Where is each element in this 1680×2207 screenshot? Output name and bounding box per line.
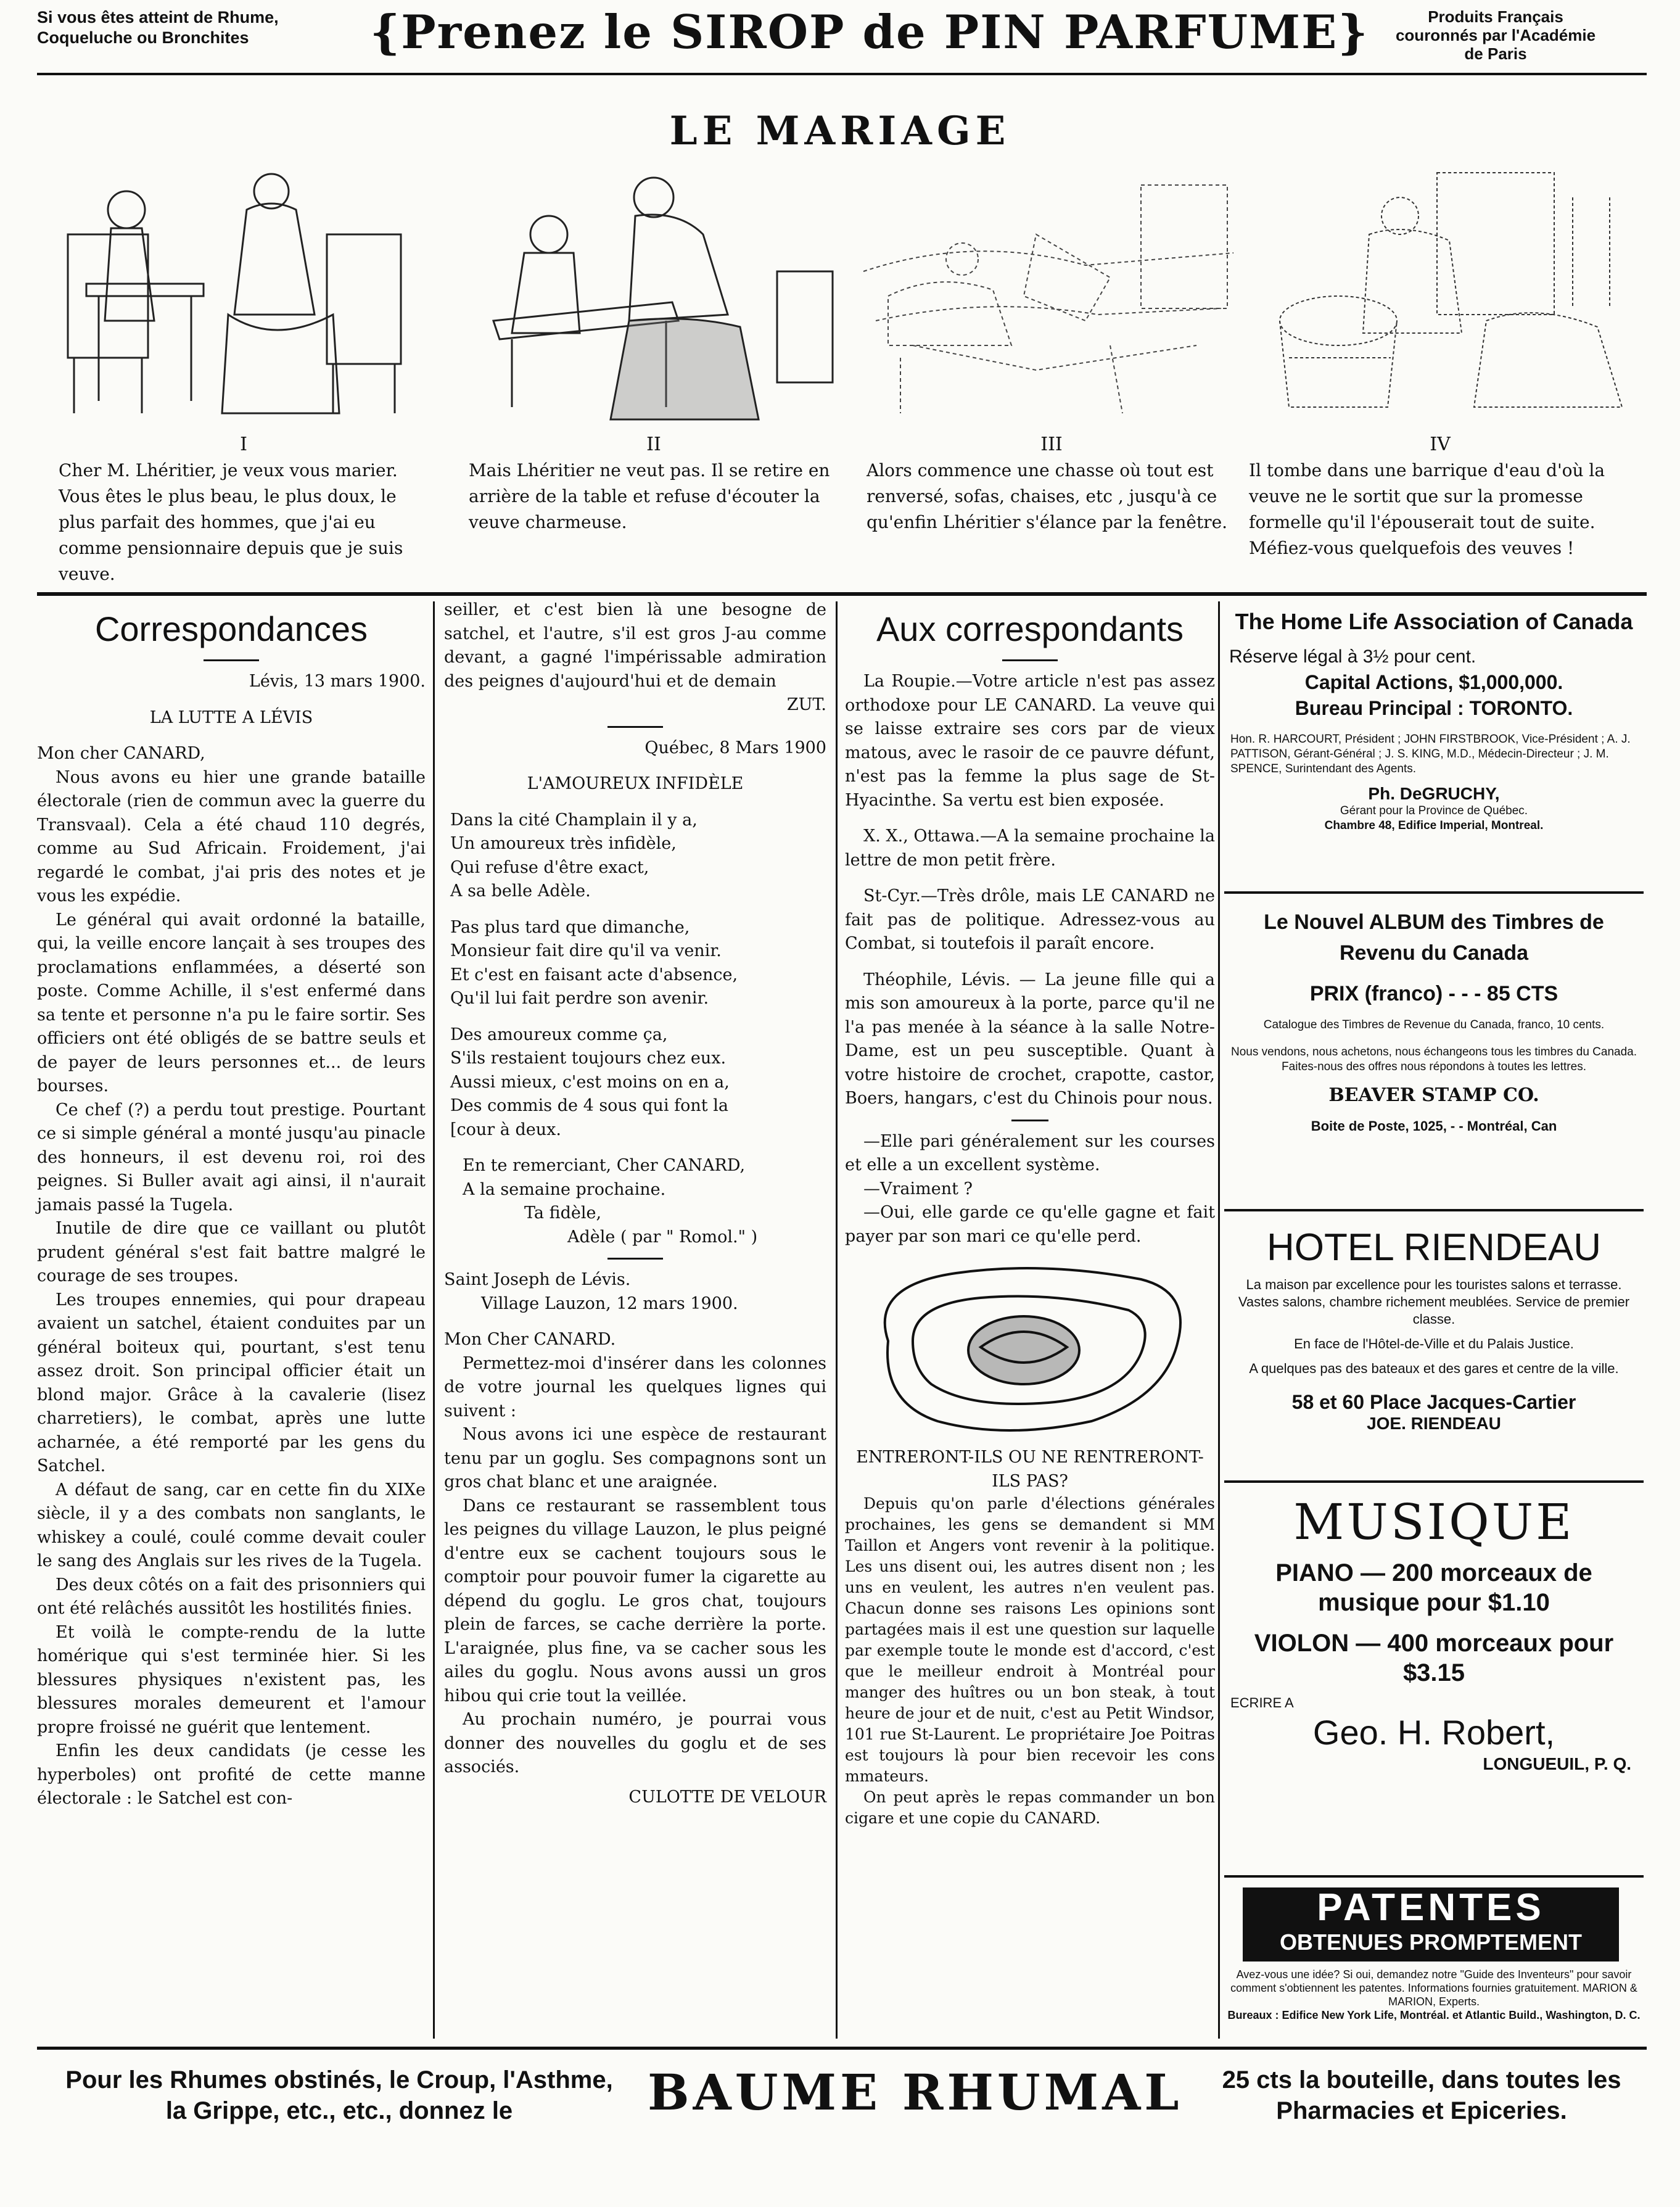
col2-continuation: seiller, et c'est bien là une besogne de satchel, et l'autre, s'il est gros J-au comme devant, a gagné l'impérissable admiration des peignes d'aujourd'hui et de demain — [444, 600, 826, 691]
col3-ornament — [1011, 1120, 1048, 1121]
col3-reply: X. X., Ottawa.—A la semaine prochaine la lettre de mon petit frère. — [845, 827, 1215, 870]
ad-hotel-owner: JOE. RIENDEAU — [1367, 1414, 1501, 1433]
comic-caption-2 — [469, 432, 839, 535]
footer-ad — [0, 2057, 1680, 2137]
footer-right-line2: Pharmacies et Epiceries. — [1276, 2097, 1567, 2124]
caption-number-3: III — [1040, 434, 1063, 455]
ad-music-violin: VIOLON — 400 morceaux pour $3.15 — [1254, 1630, 1614, 1686]
col1-paragraph: Enfin les deux candidats (je cesse les hyperboles) ont profité de cette manne électorale : le Satchel est con- — [37, 1741, 426, 1808]
ad-hotel-desc: La maison par excellence pour les touristes salons et terrasse. Vastes salons, chambre richement meublées. Service de premier classe. — [1238, 1277, 1630, 1327]
header-left-ad — [37, 7, 382, 48]
poem — [444, 809, 826, 1142]
col3-reply: Théophile, Lévis. — La jeune fille qui a mis son amoureux à la porte, parce qu'il ne l'a pas menée à la séance à la salle Notre-Dame, est un peu susceptible. Quant à votre histoire de crochet, crapotte, castor, Boers, hangars, c'est du Chinois pour nous. — [845, 970, 1215, 1108]
comic-panel-3 — [851, 160, 1246, 426]
col1-paragraph: Nous avons eu hier une grande bataille électorale (rien de commun avec la guerre du Transvaal). Cela a été chaud 110 degrés, comme au Sud Africain. Froidement, j'ai regardé le combat, j'ai pris des notes et je vous les expédie. — [37, 767, 426, 905]
col2-place-2: Village Lauzon, 12 mars 1900. — [481, 1293, 738, 1313]
col3-heading: Aux correspondants — [876, 609, 1184, 648]
caption-number-2: II — [646, 434, 661, 455]
poem-line: S'ils restaient toujours chez eux. — [450, 1049, 727, 1068]
footer-rule — [37, 2047, 1647, 2050]
col2-closing-1: En te remerciant, Cher CANARD, — [463, 1156, 746, 1175]
ad-home-life-line: Capital Actions, $1,000,000. — [1304, 671, 1563, 693]
col2-gap — [444, 1316, 826, 1328]
col2-date: Québec, 8 Mars 1900 — [644, 738, 826, 757]
col3-dialogue: —Oui, elle garde ce qu'elle gagne et fait payer par son mari ce qu'elle perd. — [845, 1203, 1215, 1246]
oyster-text: Depuis qu'on parle d'élections générales prochaines, les gens se demandent si MM Taillon et Angers vont revenir à la politique. Les uns disent oui, les autres disent non ; les uns en veulent, les autres n'en veulent pas. Chacun donne ses raisons Les opinions sont partagées mais il est une question sur laquelle par exemple toute le monde est d'accord, c'est que le meilleur endroit à Montréal pour manger des huîtres ou un bon steak, à tout heure de jour et de nuit, c'est au Petit Windsor, 101 rue St-Laurent. Le propriétaire Joe Poitras est toujours là pour bien recevoir les cons mmateurs. — [845, 1495, 1215, 1785]
header-left-line1: Si vous êtes atteint de Rhume, — [37, 8, 279, 27]
col1-paragraph: Et voilà le compte-rendu de la lutte homérique qui s'est terminée hier. Si les blessures physiques n'existent pas, les blessures morales demeurent et l'amour propre froissé ne guérit que lentement. — [37, 1622, 426, 1737]
comic-illustration-3 — [851, 160, 1246, 426]
comic-title: LE MARIAGE — [669, 108, 1011, 154]
col3-reply: La Roupie.—Votre article n'est pas assez orthodoxe pour LE CANARD. La veuve qui se laisse extraire ses cors par de vieux matous, avec le rasoir de ce pauvre défunt, n'est pas la femme la plus sage de St-Hyacinthe. Sa vertu est bien exposée. — [845, 672, 1215, 810]
ad-music-name: Geo. H. Robert, — [1312, 1713, 1555, 1752]
poem-line: Qui refuse d'être exact, — [450, 857, 649, 877]
comic-panel-1 — [49, 160, 444, 426]
ad-separator — [1224, 1480, 1644, 1483]
caption-number-4: IV — [1430, 434, 1451, 455]
caption-text-1: Cher M. Lhéritier, je veux vous marier. Vous êtes le plus beau, le plus doux, le plus parfait des hommes, que j'ai eu comme pensionnaire depuis que je suis veuve. — [59, 460, 403, 584]
poem-line: Monsieur fait dire qu'il va venir. — [450, 941, 722, 960]
header-right-line2: couronnés par l'Académie — [1395, 26, 1596, 44]
col3-short-rule — [1002, 659, 1058, 661]
col1-paragraph: Ce chef (?) a perdu tout prestige. Pourtant ce si simple général a monté jusqu'au pinacle des honneurs, il est devenu roi, roi des peignes. Si Buller avait agi ainsi, il n'aurait jamais passé la Tugela. — [37, 1100, 426, 1215]
comic-caption-3 — [867, 432, 1237, 535]
ad-album-title: Le Nouvel ALBUM des Timbres de — [1264, 910, 1604, 934]
oyster-illustration — [845, 1248, 1215, 1446]
ad-home-life-title: The Home Life Association of Canada — [1235, 609, 1633, 634]
header-main-ad: {Prenez le SIROP de PIN PARFUME} — [370, 5, 1369, 59]
col1-paragraph: Les troupes ennemies, qui pour drapeau avaient un satchel, étaient conduites par un général boiteux qui, pourtant, s'est tenu assez droit. Son principal officier était un blond major. Grâce à la cavalerie (lisez charretiers), le combat, après une lutte acharnée, a été remporté par les gens du Satchel. — [37, 1290, 426, 1475]
oyster-heading: ENTRERONT-ILS OU NE RENTRERONT-ILS PAS? — [856, 1448, 1204, 1491]
ad-hotel-location: En face de l'Hôtel-de-Ville et du Palais Justice. — [1294, 1336, 1574, 1351]
ad-music-title: MUSIQUE — [1293, 1493, 1575, 1551]
ad-hotel-name: HOTEL RIENDEAU — [1266, 1226, 1601, 1269]
column-correspondances — [37, 608, 426, 1811]
poem-line: Un amoureux très infidèle, — [450, 834, 677, 853]
col1-paragraph: Inutile de dire que ce vaillant ou plutôt prudent général s'est fait battre malgré le courage de ses troupes. — [37, 1219, 426, 1285]
oyster-text-2: On peut après le repas commander un bon cigare et une copie du CANARD. — [845, 1788, 1215, 1827]
section-rule — [37, 592, 1647, 596]
caption-number-1: I — [240, 434, 247, 455]
ad-album-offer: Nous vendons, nous achetons, nous échangeons tous les timbres du Canada. Faites-nous des offres nous répondons à toutes les lettres. — [1230, 1046, 1637, 1073]
column-rule-3 — [1218, 601, 1220, 2039]
poem-line: Aussi mieux, c'est moins on en a, — [450, 1072, 730, 1092]
ad-home-life-manager: Ph. DeGRUCHY, — [1368, 784, 1500, 803]
ad-album-title-2: Revenu du Canada — [1339, 941, 1529, 965]
col1-heading: Correspondances — [94, 609, 368, 648]
col1-salutation: Mon cher CANARD, — [37, 744, 205, 763]
header-right-line3: de Paris — [1464, 44, 1527, 63]
ad-separator — [1224, 1875, 1644, 1878]
poem-line: Et c'est en faisant acte d'absence, — [450, 965, 738, 984]
poem-line: [cour à deux. — [450, 1120, 561, 1139]
column-rule-2 — [836, 601, 838, 2039]
col2-short-rule — [607, 726, 663, 728]
footer-right — [1196, 2065, 1647, 2126]
ad-album-company: BEAVER STAMP CO. — [1328, 1084, 1539, 1106]
col1-subhead: LA LUTTE A LÉVIS — [149, 707, 313, 727]
ad-album-address: Boite de Poste, 1025, - - Montréal, Can — [1311, 1118, 1557, 1134]
ad-home-life-address: Chambre 48, Edifice Imperial, Montreal. — [1324, 819, 1544, 832]
poem-line: Des commis de 4 sous qui font la — [450, 1096, 728, 1115]
column-aux-correspondants — [845, 608, 1215, 1829]
comic-caption-4 — [1249, 432, 1631, 561]
comic-caption-1 — [59, 432, 429, 587]
col3-dialogue: —Vraiment ? — [863, 1179, 973, 1198]
col2-signature-1: ZUT. — [786, 695, 826, 714]
ad-patents-text — [1224, 1968, 1644, 2022]
header-rule — [37, 73, 1647, 75]
ad-musique — [1224, 1493, 1644, 1774]
col1-short-rule — [204, 659, 259, 661]
caption-text-2: Mais Lhéritier ne veut pas. Il se retire en arrière de la table et refuse d'écouter la veuve charmeuse. — [469, 460, 830, 532]
ad-patents-desc: Avez-vous une idée? Si oui, demandez notre "Guide des Inventeurs" pour savoir comment s'obtiennent les patentes. Informations fournies gratuitement. MARION & MARION, Experts. — [1230, 1968, 1637, 2008]
poem-line: A sa belle Adèle. — [450, 881, 591, 901]
footer-left-line2: la Grippe, etc., etc., donnez le — [165, 2097, 513, 2124]
ad-patents-title: PATENTES — [1317, 1886, 1545, 1929]
col1-gap — [37, 694, 426, 706]
ad-stamp-album — [1224, 907, 1644, 1134]
col1-paragraph: A défaut de sang, car en cette fin du XIXe siècle, il y a des combats non sanglants, le whiskey a coulé, coulé comme devait couler le sang des Anglais sur les rives de la Tugela. — [37, 1480, 426, 1570]
poem-gap — [444, 904, 826, 916]
ad-music-piano: PIANO — 200 morceaux de musique pour $1.10 — [1275, 1559, 1592, 1616]
col2-paragraph: Dans ce restaurant se rassemblent tous les peignes du village Lauzon, le plus peigné d'entre eux se cachent toujours sous le comptoir pour pouvoir fumer la cigarette au dépend du goglu. Le gros chat, toujours plein de farces, se cache derrière la porte. L'araignée, plus fine, va se cacher sous les ailes du goglu. Nous avons aussi un gros hibou qui crie tout la veillée. — [444, 1496, 826, 1706]
poem-line: Qu'il lui fait perdre son avenir. — [450, 989, 709, 1008]
footer-main: BAUME RHUMAL — [648, 2063, 1183, 2121]
col2-short-rule — [607, 1258, 663, 1260]
comic-illustration-2 — [456, 160, 851, 426]
col1-paragraph: Des deux côtés on a fait des prisonniers qui ont été relâchés aussitôt les hostilités finies. — [37, 1575, 426, 1618]
ad-patents-subtitle: OBTENUES PROMPTEMENT — [1279, 1929, 1583, 1955]
ad-home-life — [1224, 608, 1644, 833]
ad-music-write: ECRIRE A — [1230, 1695, 1294, 1710]
ad-home-life-line: Réserve légal à 3½ pour cent. — [1229, 646, 1476, 667]
col2-paragraph: Permettez-moi d'insérer dans les colonnes de votre journal les quelques lignes qui suivent : — [444, 1353, 826, 1421]
comic-panel-2 — [456, 160, 851, 426]
col1-date: Lévis, 13 mars 1900. — [249, 672, 426, 691]
ad-home-life-line: Gérant pour la Province de Québec. — [1340, 804, 1528, 817]
col2-gap — [444, 796, 826, 809]
caption-text-3: Alors commence une chasse où tout est renversé, sofas, chaises, etc , jusqu'à ce qu'enfin Lhéritier s'élance par la fenêtre. — [867, 460, 1228, 532]
col2-closing-2: A la semaine prochaine. — [463, 1179, 666, 1199]
poem-line: Des amoureux comme ça, — [450, 1025, 668, 1044]
footer-left-line1: Pour les Rhumes obstinés, le Croup, l'Asthme, — [65, 2066, 613, 2094]
col2-salutation: Mon Cher CANARD. — [444, 1330, 616, 1349]
ad-album-catalogue: Catalogue des Timbres de Revenue du Canada, franco, 10 cents. — [1263, 1018, 1605, 1031]
poem-gap — [444, 1011, 826, 1023]
col2-closing-4: Adèle ( par " Romol." ) — [567, 1227, 758, 1247]
ad-hotel-address: 58 et 60 Place Jacques-Cartier — [1291, 1391, 1576, 1413]
col2-paragraph: Nous avons ici une espèce de restaurant tenu par un goglu. Ses compagnons sont un gros chat blanc et une araignée. — [444, 1425, 826, 1491]
footer-left — [43, 2065, 635, 2126]
ad-patents-banner — [1243, 1887, 1619, 1962]
col3-dialogue: —Elle pari généralement sur les courses et elle a un excellent système. — [845, 1131, 1215, 1174]
ad-separator — [1224, 891, 1644, 894]
comic-illustration-1 — [49, 160, 444, 426]
ad-hotel-access: A quelques pas des bateaux et des gares et centre de la ville. — [1249, 1361, 1619, 1376]
col2-place: Saint Joseph de Lévis. — [444, 1270, 631, 1289]
oyster-image — [845, 1248, 1215, 1446]
col2-closing-3: Ta fidèle, — [524, 1203, 602, 1223]
comic-illustration-4 — [1252, 160, 1647, 426]
ad-home-life-line: Bureau Principal : TORONTO. — [1295, 697, 1573, 719]
column-rule-1 — [433, 601, 435, 2039]
comic-panel-4 — [1252, 160, 1647, 426]
poem-line: Dans la cité Champlain il y a, — [450, 810, 698, 830]
ad-music-town: LONGUEUIL, P. Q. — [1483, 1754, 1631, 1773]
col3-gap — [845, 872, 1215, 885]
col2-gap — [444, 760, 826, 772]
column-letters — [444, 598, 826, 1809]
col1-gap — [37, 730, 426, 742]
ad-hotel-riendeau — [1224, 1224, 1644, 1434]
header-right-ad — [1335, 7, 1656, 63]
poem-title: L'AMOUREUX INFIDÈLE — [527, 774, 744, 793]
footer-right-line1: 25 cts la bouteille, dans toutes les — [1222, 2066, 1621, 2094]
col3-gap — [845, 812, 1215, 825]
col2-paragraph: Au prochain numéro, je pourrai vous donner des nouvelles du goglu et de ses associés. — [444, 1710, 826, 1776]
col3-gap — [845, 956, 1215, 968]
col1-paragraph: Le général qui avait ordonné la bataille, qui, la veille encore lançait à ses troupes des proclamations enflammées, a déserté son poste. Comme Achille, il s'est enfermé dans sa tente et personne n'a pu le faire sortir. Ses officiers ont été obligés de se battre seuls et de payer de leurs personnes et... de leurs bourses. — [37, 910, 426, 1095]
col2-signature-2: CULOTTE DE VELOUR — [628, 1787, 826, 1807]
caption-text-4: Il tombe dans une barrique d'eau d'où la veuve ne le sortit que sur la promesse formelle qu'il l'épouserait tout de suite. Méfiez-vous quelquefois des veuves ! — [1249, 460, 1605, 558]
header-right-line1: Produits Français — [1428, 7, 1563, 26]
col3-reply: St-Cyr.—Très drôle, mais LE CANARD ne fait pas de politique. Adressez-vous au Combat, si toutefois il paraît encore. — [845, 886, 1215, 953]
ad-album-price: PRIX (franco) - - - 85 CTS — [1309, 982, 1559, 1005]
ad-patents-offices: Bureaux : Edifice New York Life, Montréal. et Atlantic Build., Washington, D. C. — [1227, 2009, 1641, 2021]
col2-gap — [444, 1142, 826, 1154]
poem-line: Pas plus tard que dimanche, — [450, 917, 690, 937]
ad-separator — [1224, 1209, 1644, 1211]
header-left-line2: Coqueluche ou Bronchites — [37, 28, 249, 47]
ad-home-life-officers: Hon. R. HARCOURT, Président ; JOHN FIRSTBROOK, Vice-Président ; A. J. PATTISON, Gérant-Général ; J. S. KING, M.D., Médecin-Directeur ; J. M. SPENCE, Surintendant des Agents. — [1230, 733, 1631, 775]
